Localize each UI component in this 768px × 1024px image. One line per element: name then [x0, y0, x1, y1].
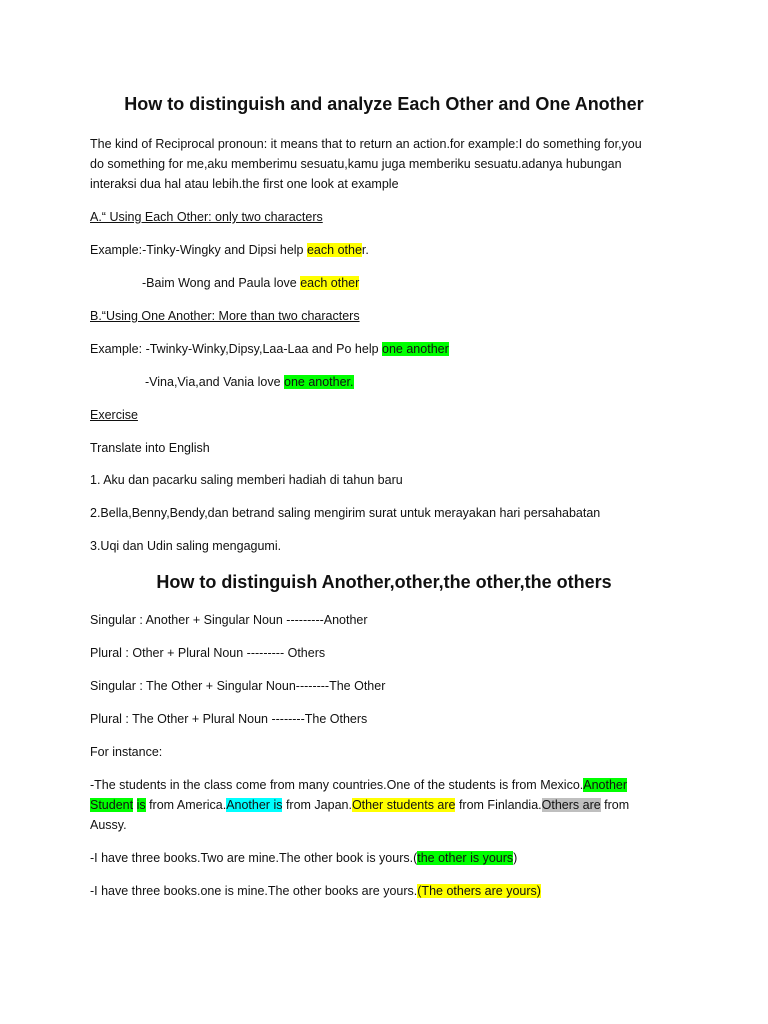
section-a-example-1	[90, 240, 369, 261]
highlighted-phrase: each othe	[306, 243, 362, 257]
exercise-item: 1. Aku dan pacarku saling memberi hadiah di tahun baru	[90, 473, 403, 487]
rule-line: Singular : The Other + Singular Noun--------The Other	[90, 679, 386, 693]
section-b-example-2	[145, 372, 354, 393]
rule-line: Plural : Other + Plural Noun --------- Others	[90, 646, 326, 660]
instance-label: For instance:	[90, 745, 163, 759]
example-text: Example: -Twinky-Winky,Dipsy,Laa-Laa and Po help	[90, 342, 383, 356]
intro-line-2: do something for me,aku memberimu sesuatu,kamu juga memberiku sesuatu.adanya hubungan	[90, 157, 622, 171]
example-text: from America.	[145, 798, 227, 812]
page-title: How to distinguish and analyze Each Other and One Another	[124, 94, 644, 114]
section-a-example-2	[142, 273, 359, 294]
highlighted-phrase: (The others are yours)	[417, 884, 541, 898]
section-title: How to distinguish Another,other,the other,the others	[156, 572, 612, 592]
section-b-example-1	[90, 339, 449, 360]
instance-example-1-line-3: Aussy.	[90, 818, 127, 832]
highlighted-phrase: each other	[300, 276, 360, 290]
example-text: -I have three books.Two are mine.The other book is yours.(	[90, 851, 418, 865]
highlighted-phrase: Other students are	[351, 798, 456, 812]
exercise-instruction: Translate into English	[90, 441, 210, 455]
highlighted-phrase: is	[136, 798, 146, 812]
instance-example-1-line-1	[90, 775, 627, 796]
instance-example-2	[90, 848, 517, 869]
highlighted-phrase: Others are	[541, 798, 601, 812]
example-text: from Finlandia.	[455, 798, 542, 812]
example-text: -The students in the class come from many countries.One of the students is from Mexico.	[90, 778, 584, 792]
rule-line: Singular : Another + Singular Noun ---------Another	[90, 613, 368, 627]
highlighted-phrase: one another.	[284, 375, 354, 389]
exercise-heading: Exercise	[90, 408, 138, 422]
exercise-item: 3.Uqi dan Udin saling mengagumi.	[90, 539, 282, 553]
highlighted-phrase: one another	[382, 342, 449, 356]
example-text: -Baim Wong and Paula love	[142, 276, 301, 290]
highlighted-phrase: Student	[90, 798, 134, 812]
example-text: from Japan.	[282, 798, 352, 812]
example-text: -Vina,Via,and Vania love	[145, 375, 284, 389]
rule-line: Plural : The Other + Plural Noun --------The Others	[90, 712, 368, 726]
highlighted-phrase: Another is	[226, 798, 283, 812]
example-text: -I have three books.one is mine.The other books are yours.	[90, 884, 418, 898]
intro-line-1: The kind of Reciprocal pronoun: it means that to return an action.for example:I do something for,you	[90, 137, 642, 151]
example-text: r.	[361, 243, 369, 257]
instance-example-1-line-2	[90, 795, 629, 816]
intro-line-3: interaksi dua hal atau lebih.the first one look at example	[90, 177, 399, 191]
section-b-heading: B.“Using One Another: More than two characters	[90, 309, 360, 323]
highlighted-phrase: the other is yours	[417, 851, 514, 865]
instance-example-3	[90, 881, 541, 902]
highlighted-phrase: Another	[583, 778, 628, 792]
exercise-item: 2.Bella,Benny,Bendy,dan betrand saling mengirim surat untuk merayakan hari persahabatan	[90, 506, 601, 520]
section-a-heading: A.“ Using Each Other: only two characters	[90, 210, 323, 224]
example-text: Example:-Tinky-Wingky and Dipsi help	[90, 243, 307, 257]
example-text: )	[513, 851, 518, 865]
example-text: from	[600, 798, 630, 812]
